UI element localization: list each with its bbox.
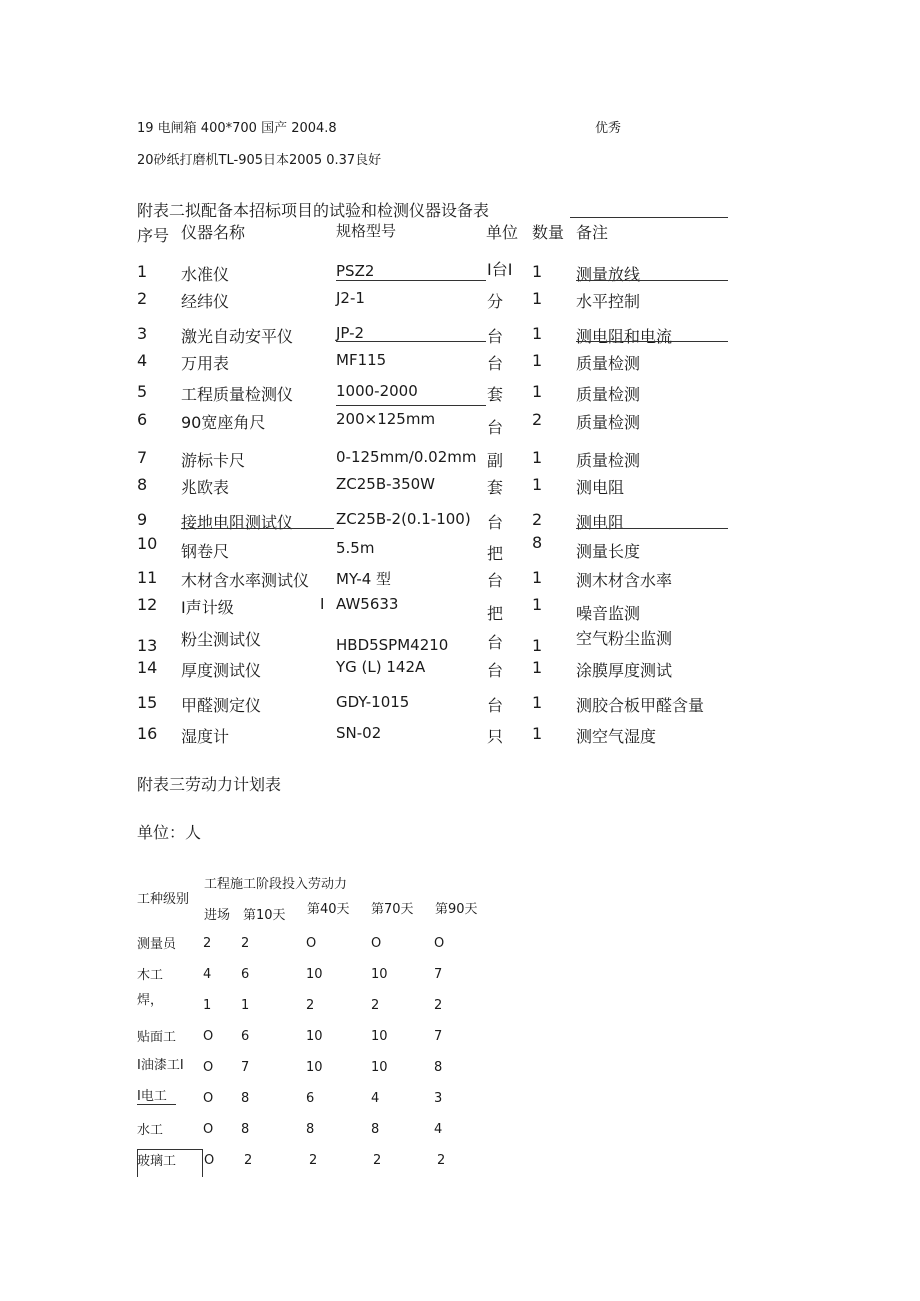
row-value: 2 (244, 1153, 253, 1168)
row-value: 6 (306, 1091, 315, 1106)
row-index: 5 (137, 382, 148, 401)
row-qty: 1 (532, 568, 543, 587)
row-model: ZC25B-2(0.1-100) (336, 510, 471, 528)
row-remark: 空气粉尘监测 (576, 629, 673, 648)
row-value: 2 (309, 1153, 318, 1168)
row-unit: 分 (487, 292, 504, 311)
table3-row-header: 工种级别 (137, 892, 190, 907)
row-model: 5.5m (336, 539, 375, 557)
row-value: 2 (371, 998, 380, 1013)
row-name: 湿度计 (181, 727, 230, 746)
row-remark: 质量检测 (576, 451, 641, 470)
row-unit: 台 (487, 354, 504, 373)
row-index: 13 (137, 636, 158, 655)
row-qty: 1 (532, 693, 543, 712)
row-model: ZC25B-350W (336, 475, 436, 493)
row-value: 8 (306, 1122, 315, 1137)
item-20-text: 20砂纸打磨机TL-905日本2005 0.37良好 (137, 153, 382, 168)
row-qty: 8 (532, 533, 543, 552)
row-remark: 测电阻 (576, 513, 625, 532)
rule (137, 1149, 138, 1177)
row-trade: I电工 (137, 1089, 167, 1104)
row-model: PSZ2 (336, 262, 375, 280)
row-value: 2 (437, 1153, 446, 1168)
row-unit: 台 (487, 696, 504, 715)
row-trade: 焊， (137, 993, 164, 1008)
row-unit: 只 (487, 727, 504, 746)
row-value: 4 (371, 1091, 380, 1106)
rule (336, 341, 486, 342)
row-name: 工程质量检测仪 (181, 385, 294, 404)
row-value: O (306, 936, 317, 951)
row-value: 2 (434, 998, 443, 1013)
col-header: 第40天 (307, 902, 350, 917)
row-value: O (204, 1153, 215, 1168)
row-trade: 木工 (137, 968, 164, 983)
header-name: 仪器名称 (181, 223, 246, 242)
row-model: YG (L) 142A (336, 658, 426, 676)
header-index: 序号 (137, 226, 170, 245)
row-value: 1 (241, 998, 250, 1013)
table3-unit: 单位：人 (137, 823, 202, 842)
col-header: 第10天 (243, 908, 286, 923)
row-value: O (203, 1122, 214, 1137)
row-index: 6 (137, 410, 148, 429)
row-model: 0-125mm∕0.02mm (336, 448, 477, 466)
row-value: O (203, 1060, 214, 1075)
row-unit: 套 (487, 478, 504, 497)
row-value: 10 (371, 967, 388, 982)
header-remark: 备注 (576, 223, 609, 242)
row-value: 2 (241, 936, 250, 951)
row-value: 10 (306, 1029, 323, 1044)
table2-title-rule (570, 217, 728, 218)
row-name: 游标卡尺 (181, 451, 246, 470)
row-remark: 水平控制 (576, 292, 641, 311)
row-qty: 1 (532, 448, 543, 467)
rule (576, 280, 728, 281)
row-index: 14 (137, 658, 158, 677)
row-index: 4 (137, 351, 148, 370)
col-header: 第70天 (371, 902, 414, 917)
table3-group-header: 工程施工阶段投入劳动力 (204, 877, 348, 892)
row-name: 粉尘测试仪 (181, 630, 262, 649)
row-value: O (203, 1029, 214, 1044)
row-qty: 1 (532, 351, 543, 370)
row-unit: 台 (487, 327, 504, 346)
row-remark: 测量长度 (576, 542, 641, 561)
row-qty: 1 (532, 382, 543, 401)
row-unit: 台 (487, 418, 504, 437)
row-remark: 测木材含水率 (576, 571, 673, 590)
row-model: MY-4 型 (336, 570, 392, 588)
row-trade: 水工 (137, 1123, 164, 1138)
row-qty: 1 (532, 324, 543, 343)
row-value: 1 (203, 998, 212, 1013)
row-name: 90宽座角尺 (181, 413, 266, 432)
row-index: 9 (137, 510, 148, 529)
row-value: 10 (306, 1060, 323, 1075)
row-qty: 1 (532, 658, 543, 677)
table3-title: 附表三劳动力计划表 (137, 775, 282, 794)
row-value: O (371, 936, 382, 951)
rule (336, 280, 486, 281)
row-unit: 台 (487, 661, 504, 680)
row-value: 10 (371, 1029, 388, 1044)
row-remark: 涂膜厚度测试 (576, 661, 673, 680)
row-qty: 1 (532, 636, 543, 655)
row-remark: 噪音监测 (576, 604, 641, 623)
header-unit: 单位 (486, 223, 519, 242)
row-index: 15 (137, 693, 158, 712)
row-name: 万用表 (181, 354, 230, 373)
row-model: GDY-1015 (336, 693, 410, 711)
row-qty: 2 (532, 510, 543, 529)
row-qty: 1 (532, 475, 543, 494)
row-unit: 把 (487, 544, 504, 563)
row-unit: 台 (487, 633, 504, 652)
row-remark: 测空气湿度 (576, 727, 657, 746)
row-value: 7 (434, 967, 443, 982)
row-index: 2 (137, 289, 148, 308)
row-qty: 1 (532, 595, 543, 614)
row-model: J2-1 (336, 289, 365, 307)
row-qty: 2 (532, 410, 543, 429)
row-value: 10 (306, 967, 323, 982)
row-name: 钢卷尺 (181, 542, 230, 561)
row-name: 接地电阻测试仪 (181, 513, 294, 532)
row-remark: 质量检测 (576, 413, 641, 432)
row-name: 厚度测试仪 (181, 661, 262, 680)
item-19-rating: 优秀 (595, 121, 622, 136)
row-value: 2 (373, 1153, 382, 1168)
row-value: 6 (241, 1029, 250, 1044)
row-index: 11 (137, 568, 158, 587)
row-value: 7 (241, 1060, 250, 1075)
rule (336, 405, 486, 406)
row-unit: 副 (487, 451, 504, 470)
row-index: 10 (137, 534, 158, 553)
row-trade: 测量员 (137, 937, 177, 952)
row-value: O (434, 936, 445, 951)
row-remark: 测胶合板甲醛含量 (576, 696, 705, 715)
rule (202, 1149, 203, 1177)
row-value: O (203, 1091, 214, 1106)
row-model: JP-2 (336, 324, 365, 342)
row-value: 8 (434, 1060, 443, 1075)
row-index: 8 (137, 475, 148, 494)
table2-title: 附表二拟配备本招标项目的试验和检测仪器设备表 (137, 201, 490, 220)
item-19-text: 19 电闸箱 400*700 国产 2004.8 (137, 121, 337, 136)
row-name: 木材含水率测试仪 (181, 571, 310, 590)
rule (576, 341, 728, 342)
rule (576, 528, 728, 529)
row-index: 7 (137, 448, 148, 467)
row-trade: I油漆工I (137, 1058, 184, 1073)
row-trade: 贴面工 (137, 1030, 177, 1045)
row-qty: 1 (532, 289, 543, 308)
rule (181, 528, 334, 529)
row-value: 7 (434, 1029, 443, 1044)
row-remark: 质量检测 (576, 354, 641, 373)
row12-mark: I (320, 595, 325, 613)
col-header: 进场 (204, 908, 231, 923)
row-name: 甲醛测定仪 (181, 696, 262, 715)
row-model: 200×125mm (336, 410, 436, 428)
row-name: 激光自动安平仪 (181, 327, 294, 346)
row-trade: 玻璃工 (137, 1154, 177, 1169)
rule (137, 1149, 202, 1150)
rule (137, 1104, 176, 1105)
row-index: 16 (137, 724, 158, 743)
row-model: 1000-2000 (336, 382, 418, 400)
row-model: HBD5SPM4210 (336, 636, 449, 654)
row-name: 经纬仪 (181, 292, 230, 311)
row-value: 4 (434, 1122, 443, 1137)
header-model: 规格型号 (336, 222, 397, 240)
row-remark: 测电阻 (576, 478, 625, 497)
row-unit: 台 (487, 513, 504, 532)
row-index: 1 (137, 262, 148, 281)
row-remark: 质量检测 (576, 385, 641, 404)
row-remark: 测电阻和电流 (576, 327, 673, 346)
row-value: 4 (203, 967, 212, 982)
row-value: 3 (434, 1091, 443, 1106)
row-value: 8 (241, 1122, 250, 1137)
row-index: 3 (137, 324, 148, 343)
row-value: 2 (203, 936, 212, 951)
row-unit: 把 (487, 604, 504, 623)
header-qty: 数量 (532, 223, 565, 242)
row-value: 8 (371, 1122, 380, 1137)
row-remark: 测量放线 (576, 265, 641, 284)
row-qty: 1 (532, 724, 543, 743)
row-qty: 1 (532, 262, 543, 281)
row-unit: 台 (487, 571, 504, 590)
row-model: SN-02 (336, 724, 382, 742)
row-value: 8 (241, 1091, 250, 1106)
row-name: 水准仪 (181, 265, 230, 284)
col-header: 第90天 (435, 902, 478, 917)
row-name: I声计级 (181, 598, 234, 617)
row-model: AW5633 (336, 595, 399, 613)
row-value: 6 (241, 967, 250, 982)
row-name: 兆欧表 (181, 478, 230, 497)
row-unit: 套 (487, 385, 504, 404)
row-value: 10 (371, 1060, 388, 1075)
row-unit: I台I (487, 260, 513, 279)
row-index: 12 (137, 595, 158, 614)
row-model: MF115 (336, 351, 387, 369)
row-value: 2 (306, 998, 315, 1013)
